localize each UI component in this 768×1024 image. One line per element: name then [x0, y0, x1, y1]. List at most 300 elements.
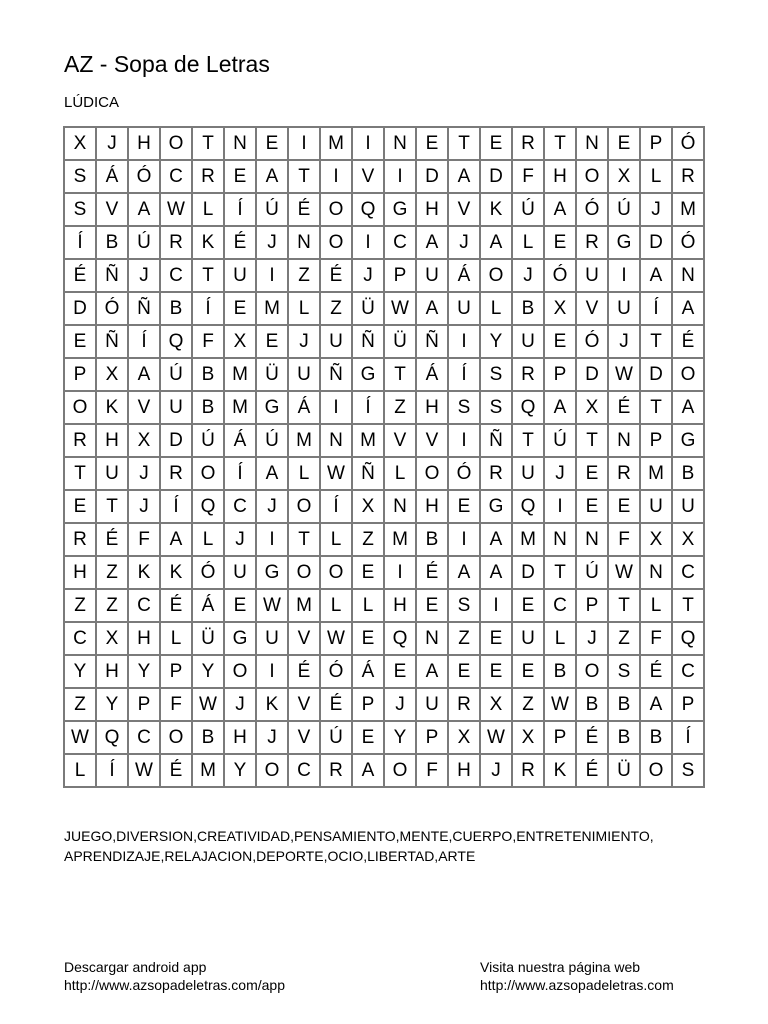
grid-cell: P: [417, 722, 449, 755]
grid-cell: I: [385, 557, 417, 590]
grid-cell: O: [577, 656, 609, 689]
grid-cell: J: [225, 524, 257, 557]
grid-cell: G: [673, 425, 705, 458]
grid-cell: R: [609, 458, 641, 491]
grid-cell: Á: [289, 392, 321, 425]
grid-cell: É: [289, 194, 321, 227]
grid-cell: R: [65, 524, 97, 557]
grid-cell: O: [321, 227, 353, 260]
grid-cell: D: [513, 557, 545, 590]
grid-cell: U: [417, 689, 449, 722]
grid-cell: V: [129, 392, 161, 425]
grid-cell: I: [353, 227, 385, 260]
grid-cell: U: [289, 359, 321, 392]
grid-cell: S: [65, 194, 97, 227]
grid-cell: Ú: [609, 194, 641, 227]
grid-cell: P: [641, 425, 673, 458]
grid-cell: T: [609, 590, 641, 623]
grid-cell: G: [257, 557, 289, 590]
grid-cell: O: [481, 260, 513, 293]
grid-cell: N: [641, 557, 673, 590]
grid-cell: I: [449, 326, 481, 359]
grid-cell: L: [289, 293, 321, 326]
grid-cell: N: [385, 491, 417, 524]
grid-cell: A: [545, 194, 577, 227]
grid-cell: V: [97, 194, 129, 227]
grid-cell: E: [417, 128, 449, 161]
grid-cell: J: [129, 260, 161, 293]
grid-cell: D: [161, 425, 193, 458]
grid-cell: W: [193, 689, 225, 722]
grid-cell: I: [481, 590, 513, 623]
grid-cell: I: [257, 524, 289, 557]
grid-cell: Í: [225, 194, 257, 227]
grid-cell: Z: [385, 392, 417, 425]
grid-cell: C: [225, 491, 257, 524]
grid-cell: M: [673, 194, 705, 227]
grid-cell: C: [65, 623, 97, 656]
grid-cell: H: [385, 590, 417, 623]
grid-cell: V: [577, 293, 609, 326]
grid-cell: I: [353, 128, 385, 161]
grid-cell: T: [577, 425, 609, 458]
grid-cell: N: [577, 128, 609, 161]
grid-cell: V: [289, 689, 321, 722]
grid-cell: R: [673, 161, 705, 194]
grid-cell: Z: [97, 557, 129, 590]
grid-cell: R: [513, 755, 545, 788]
grid-cell: E: [353, 623, 385, 656]
grid-cell: C: [289, 755, 321, 788]
grid-cell: J: [289, 326, 321, 359]
grid-cell: Z: [289, 260, 321, 293]
grid-cell: Y: [225, 755, 257, 788]
grid-cell: B: [577, 689, 609, 722]
grid-cell: Á: [353, 656, 385, 689]
grid-cell: A: [257, 458, 289, 491]
grid-cell: E: [225, 293, 257, 326]
grid-cell: T: [641, 326, 673, 359]
grid-cell: A: [481, 557, 513, 590]
grid-cell: Í: [65, 227, 97, 260]
grid-cell: M: [289, 425, 321, 458]
grid-cell: T: [97, 491, 129, 524]
grid-cell: I: [257, 260, 289, 293]
grid-cell: E: [385, 656, 417, 689]
grid-cell: W: [545, 689, 577, 722]
grid-cell: H: [545, 161, 577, 194]
grid-cell: D: [481, 161, 513, 194]
grid-cell: A: [545, 392, 577, 425]
grid-cell: D: [641, 359, 673, 392]
grid-cell: B: [193, 359, 225, 392]
grid-cell: E: [225, 590, 257, 623]
grid-cell: A: [257, 161, 289, 194]
grid-cell: A: [449, 557, 481, 590]
word-list-line-2: APRENDIZAJE,RELAJACION,DEPORTE,OCIO,LIBERTAD,ARTE: [64, 848, 476, 864]
grid-cell: R: [481, 458, 513, 491]
grid-cell: G: [385, 194, 417, 227]
grid-cell: A: [129, 194, 161, 227]
grid-cell: Ú: [129, 227, 161, 260]
grid-cell: H: [97, 656, 129, 689]
grid-cell: X: [129, 425, 161, 458]
grid-cell: J: [129, 491, 161, 524]
grid-cell: É: [673, 326, 705, 359]
grid-cell: H: [417, 194, 449, 227]
grid-cell: Ó: [673, 227, 705, 260]
grid-cell: M: [193, 755, 225, 788]
grid-cell: E: [609, 128, 641, 161]
grid-cell: A: [161, 524, 193, 557]
grid-cell: V: [449, 194, 481, 227]
grid-cell: W: [161, 194, 193, 227]
grid-cell: U: [225, 260, 257, 293]
grid-cell: M: [321, 128, 353, 161]
grid-cell: S: [481, 359, 513, 392]
grid-cell: M: [289, 590, 321, 623]
grid-cell: W: [481, 722, 513, 755]
grid-cell: O: [641, 755, 673, 788]
grid-cell: J: [513, 260, 545, 293]
grid-cell: Y: [65, 656, 97, 689]
grid-cell: T: [193, 260, 225, 293]
grid-cell: P: [385, 260, 417, 293]
grid-cell: L: [385, 458, 417, 491]
grid-cell: N: [321, 425, 353, 458]
grid-cell: F: [161, 689, 193, 722]
grid-cell: T: [449, 128, 481, 161]
grid-cell: E: [545, 326, 577, 359]
grid-cell: O: [65, 392, 97, 425]
grid-cell: E: [577, 491, 609, 524]
grid-cell: J: [481, 755, 513, 788]
grid-cell: P: [129, 689, 161, 722]
grid-cell: Q: [161, 326, 193, 359]
grid-cell: R: [449, 689, 481, 722]
grid-cell: T: [65, 458, 97, 491]
grid-cell: Ñ: [417, 326, 449, 359]
grid-cell: O: [161, 722, 193, 755]
grid-cell: Ñ: [481, 425, 513, 458]
grid-cell: J: [225, 689, 257, 722]
grid-cell: L: [513, 227, 545, 260]
grid-cell: X: [513, 722, 545, 755]
grid-cell: V: [385, 425, 417, 458]
grid-cell: P: [673, 689, 705, 722]
grid-cell: K: [193, 227, 225, 260]
grid-cell: E: [417, 590, 449, 623]
grid-cell: S: [609, 656, 641, 689]
grid-cell: E: [481, 656, 513, 689]
website-label: Visita nuestra página web: [480, 959, 641, 975]
grid-cell: B: [417, 524, 449, 557]
grid-cell: Ú: [545, 425, 577, 458]
grid-cell: Í: [641, 293, 673, 326]
grid-cell: P: [353, 689, 385, 722]
grid-cell: H: [417, 392, 449, 425]
grid-cell: L: [641, 590, 673, 623]
grid-cell: U: [609, 293, 641, 326]
grid-cell: Ñ: [97, 260, 129, 293]
grid-cell: Í: [353, 392, 385, 425]
website-block: [480, 958, 674, 994]
grid-cell: E: [513, 590, 545, 623]
grid-cell: U: [257, 623, 289, 656]
grid-cell: L: [545, 623, 577, 656]
grid-cell: Y: [129, 656, 161, 689]
grid-cell: Ü: [257, 359, 289, 392]
grid-cell: E: [481, 623, 513, 656]
grid-cell: Ú: [193, 425, 225, 458]
grid-cell: M: [225, 392, 257, 425]
grid-cell: A: [481, 227, 513, 260]
grid-cell: I: [449, 425, 481, 458]
grid-cell: O: [289, 557, 321, 590]
grid-cell: E: [65, 491, 97, 524]
grid-cell: Í: [193, 293, 225, 326]
grid-cell: Ó: [97, 293, 129, 326]
grid-cell: M: [641, 458, 673, 491]
grid-cell: Ñ: [353, 458, 385, 491]
grid-cell: Q: [513, 491, 545, 524]
grid-cell: C: [161, 260, 193, 293]
grid-cell: T: [545, 557, 577, 590]
grid-cell: D: [65, 293, 97, 326]
grid-cell: W: [129, 755, 161, 788]
grid-cell: R: [193, 161, 225, 194]
grid-cell: J: [257, 227, 289, 260]
grid-cell: Ú: [161, 359, 193, 392]
grid-cell: Y: [481, 326, 513, 359]
grid-cell: F: [609, 524, 641, 557]
grid-cell: É: [577, 722, 609, 755]
grid-cell: B: [641, 722, 673, 755]
grid-cell: U: [225, 557, 257, 590]
grid-cell: É: [577, 755, 609, 788]
grid-cell: D: [417, 161, 449, 194]
grid-cell: U: [161, 392, 193, 425]
grid-cell: X: [545, 293, 577, 326]
grid-cell: N: [673, 260, 705, 293]
grid-cell: U: [513, 326, 545, 359]
grid-cell: J: [449, 227, 481, 260]
grid-cell: Y: [193, 656, 225, 689]
grid-cell: Ú: [257, 425, 289, 458]
grid-cell: Á: [449, 260, 481, 293]
grid-cell: W: [385, 293, 417, 326]
grid-cell: I: [609, 260, 641, 293]
grid-cell: B: [193, 392, 225, 425]
grid-cell: Ó: [193, 557, 225, 590]
grid-cell: U: [449, 293, 481, 326]
grid-cell: X: [577, 392, 609, 425]
grid-cell: S: [449, 392, 481, 425]
grid-cell: C: [545, 590, 577, 623]
grid-cell: É: [417, 557, 449, 590]
grid-cell: Ü: [193, 623, 225, 656]
word-list: [64, 826, 714, 866]
grid-cell: Ñ: [321, 359, 353, 392]
grid-cell: C: [385, 227, 417, 260]
grid-cell: X: [673, 524, 705, 557]
grid-cell: Á: [193, 590, 225, 623]
word-list-line-1: JUEGO,DIVERSION,CREATIVIDAD,PENSAMIENTO,MENTE,CUERPO,ENTRETENIMIENTO,: [64, 828, 654, 844]
grid-cell: B: [161, 293, 193, 326]
grid-cell: É: [289, 656, 321, 689]
grid-cell: R: [161, 227, 193, 260]
grid-cell: O: [385, 755, 417, 788]
grid-cell: W: [257, 590, 289, 623]
grid-cell: T: [641, 392, 673, 425]
grid-cell: K: [257, 689, 289, 722]
grid-cell: U: [321, 326, 353, 359]
grid-cell: P: [545, 359, 577, 392]
android-app-link[interactable]: http://www.azsopadeletras.com/app: [64, 977, 286, 993]
grid-cell: X: [97, 359, 129, 392]
grid-cell: J: [257, 491, 289, 524]
grid-cell: E: [449, 656, 481, 689]
grid-cell: S: [449, 590, 481, 623]
grid-cell: X: [225, 326, 257, 359]
grid-cell: M: [513, 524, 545, 557]
grid-cell: Y: [97, 689, 129, 722]
grid-cell: Ó: [577, 194, 609, 227]
grid-cell: Í: [449, 359, 481, 392]
grid-cell: F: [513, 161, 545, 194]
grid-cell: E: [577, 458, 609, 491]
grid-cell: F: [129, 524, 161, 557]
grid-cell: O: [193, 458, 225, 491]
grid-cell: J: [609, 326, 641, 359]
grid-cell: X: [609, 161, 641, 194]
grid-cell: H: [97, 425, 129, 458]
grid-cell: L: [289, 458, 321, 491]
grid-cell: N: [545, 524, 577, 557]
grid-cell: E: [449, 491, 481, 524]
grid-cell: J: [257, 722, 289, 755]
grid-cell: R: [513, 128, 545, 161]
grid-cell: L: [321, 524, 353, 557]
grid-cell: A: [353, 755, 385, 788]
grid-cell: Q: [385, 623, 417, 656]
grid-cell: P: [65, 359, 97, 392]
grid-cell: V: [353, 161, 385, 194]
grid-cell: Ó: [321, 656, 353, 689]
grid-cell: Z: [609, 623, 641, 656]
grid-cell: E: [481, 128, 513, 161]
grid-cell: Í: [161, 491, 193, 524]
grid-cell: Ü: [609, 755, 641, 788]
grid-cell: Ó: [129, 161, 161, 194]
grid-cell: E: [65, 326, 97, 359]
grid-cell: R: [513, 359, 545, 392]
grid-cell: I: [289, 128, 321, 161]
website-link[interactable]: http://www.azsopadeletras.com: [480, 977, 674, 993]
grid-cell: N: [609, 425, 641, 458]
grid-cell: M: [385, 524, 417, 557]
grid-cell: X: [65, 128, 97, 161]
grid-cell: N: [385, 128, 417, 161]
grid-cell: A: [129, 359, 161, 392]
grid-cell: É: [609, 392, 641, 425]
grid-cell: G: [353, 359, 385, 392]
grid-cell: K: [97, 392, 129, 425]
grid-cell: K: [481, 194, 513, 227]
grid-cell: W: [321, 458, 353, 491]
grid-cell: Ü: [385, 326, 417, 359]
grid-cell: J: [641, 194, 673, 227]
android-app-label: Descargar android app: [64, 959, 207, 975]
grid-cell: A: [417, 656, 449, 689]
grid-cell: I: [321, 161, 353, 194]
grid-cell: G: [257, 392, 289, 425]
grid-cell: Ó: [449, 458, 481, 491]
grid-cell: G: [481, 491, 513, 524]
grid-cell: K: [545, 755, 577, 788]
grid-cell: P: [161, 656, 193, 689]
grid-cell: O: [417, 458, 449, 491]
grid-cell: X: [449, 722, 481, 755]
grid-cell: F: [417, 755, 449, 788]
grid-cell: B: [609, 722, 641, 755]
grid-cell: C: [129, 722, 161, 755]
grid-cell: D: [577, 359, 609, 392]
grid-cell: A: [641, 689, 673, 722]
grid-cell: U: [417, 260, 449, 293]
grid-cell: É: [321, 689, 353, 722]
grid-cell: U: [513, 458, 545, 491]
grid-cell: L: [193, 524, 225, 557]
grid-cell: J: [385, 689, 417, 722]
grid-cell: L: [65, 755, 97, 788]
grid-cell: A: [481, 524, 513, 557]
grid-cell: T: [545, 128, 577, 161]
grid-cell: H: [129, 128, 161, 161]
grid-cell: O: [257, 755, 289, 788]
grid-cell: S: [65, 161, 97, 194]
grid-cell: P: [545, 722, 577, 755]
grid-cell: E: [545, 227, 577, 260]
grid-cell: Í: [673, 722, 705, 755]
grid-cell: X: [97, 623, 129, 656]
grid-cell: A: [673, 293, 705, 326]
grid-cell: N: [577, 524, 609, 557]
grid-cell: L: [481, 293, 513, 326]
grid-cell: T: [193, 128, 225, 161]
grid-cell: X: [481, 689, 513, 722]
grid-cell: M: [257, 293, 289, 326]
grid-cell: T: [289, 161, 321, 194]
grid-cell: F: [641, 623, 673, 656]
grid-cell: U: [513, 623, 545, 656]
grid-cell: M: [353, 425, 385, 458]
grid-cell: Á: [417, 359, 449, 392]
grid-cell: N: [289, 227, 321, 260]
grid-cell: P: [577, 590, 609, 623]
grid-cell: R: [321, 755, 353, 788]
grid-cell: O: [321, 194, 353, 227]
grid-cell: H: [129, 623, 161, 656]
grid-cell: Ó: [545, 260, 577, 293]
grid-cell: C: [129, 590, 161, 623]
grid-cell: T: [385, 359, 417, 392]
grid-cell: A: [641, 260, 673, 293]
grid-cell: O: [161, 128, 193, 161]
grid-cell: I: [321, 392, 353, 425]
grid-cell: L: [161, 623, 193, 656]
grid-cell: Z: [65, 590, 97, 623]
